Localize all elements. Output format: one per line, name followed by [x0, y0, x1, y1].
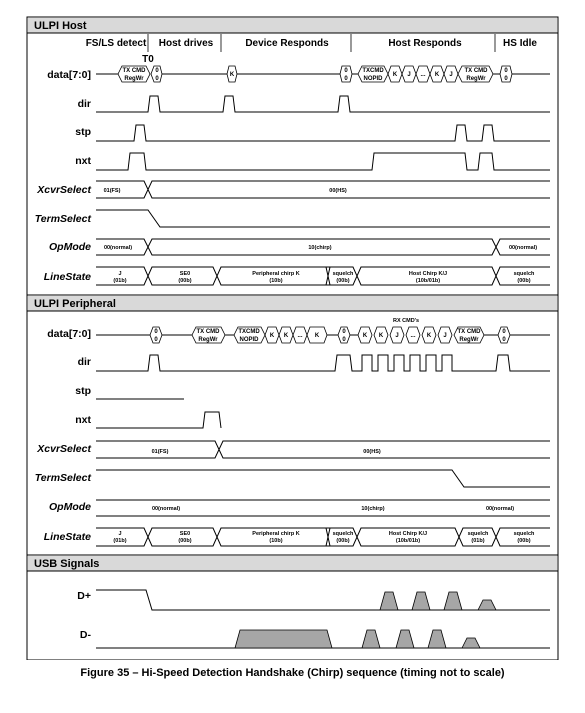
periph-ls-squelch-2-code: (01b)	[471, 538, 485, 544]
host-token-00-e: 0	[504, 68, 508, 74]
host-opmode-chirp: 10(chirp)	[308, 245, 332, 251]
host-token-j-2: J	[449, 72, 453, 78]
host-token-00-d: 0	[344, 76, 348, 82]
host-label-stp: stp	[75, 126, 91, 138]
periph-ls-j: J	[118, 531, 122, 537]
periph-label-xcvr: XcvrSelect	[37, 443, 91, 455]
usb-chirp-pulses	[235, 592, 496, 648]
periph-token-txcmd-3: TX CMD	[457, 329, 481, 335]
host-ls-squelch-2: squelch	[513, 271, 535, 277]
section-bar-usb	[28, 556, 557, 571]
periph-token-nopid: NOPID	[239, 337, 259, 343]
host-token-00-a: 0	[155, 68, 159, 74]
periph-ls-squelch-2: squelch	[467, 531, 489, 537]
host-token-00-f: 0	[504, 76, 508, 82]
host-ls-squelch-1-code: (00b)	[336, 278, 350, 284]
periph-token-00-b: 0	[154, 337, 158, 343]
host-xcvr-fs: 01(FS)	[103, 188, 121, 194]
host-ls-pchirp: Peripheral chirp K	[252, 271, 300, 277]
periph-rx-cmds-label: RX CMD's	[392, 318, 420, 324]
host-label-linestate: LineState	[43, 271, 91, 283]
periph-ls-j-code: (01b)	[113, 538, 127, 544]
host-token-nopid: NOPID	[363, 76, 383, 82]
host-ls-se0: SE0	[179, 271, 191, 277]
host-label-xcvr: XcvrSelect	[37, 184, 91, 196]
periph-ls-hchirp-code: (10b/01b)	[395, 538, 421, 544]
host-token-ellipsis: ...	[420, 72, 426, 78]
periph-ls-squelch-1: squelch	[332, 531, 354, 537]
phase-device-responds: Device Responds	[245, 38, 329, 49]
host-token-k-2: K	[392, 72, 398, 78]
host-ls-j-code: (01b)	[113, 278, 127, 284]
phase-fsls-detect: FS/LS detect	[85, 38, 147, 49]
periph-token-k-1: K	[269, 333, 275, 339]
periph-token-k-3: K	[314, 333, 320, 339]
host-ls-hchirp: Host Chirp K/J	[408, 271, 448, 277]
host-label-term: TermSelect	[34, 213, 91, 225]
host-opmode-normal-1: 00(normal)	[103, 245, 133, 251]
periph-label-data: data[7:0]	[47, 328, 91, 340]
phase-host-responds: Host Responds	[388, 38, 462, 49]
periph-token-k-4: K	[362, 333, 368, 339]
periph-label-dir: dir	[77, 356, 91, 368]
periph-ls-squelch-3: squelch	[513, 531, 535, 537]
periph-token-k-5: K	[378, 333, 384, 339]
periph-ls-pchirp: Peripheral chirp K	[252, 531, 300, 537]
section-bar-host	[28, 18, 557, 33]
host-token-j-1: J	[407, 72, 411, 78]
periph-token-ellipsis-2: ...	[410, 333, 416, 339]
periph-ls-hchirp: Host Chirp K/J	[388, 531, 428, 537]
host-ls-se0-code: (00b)	[178, 278, 192, 284]
periph-token-00-d: 0	[342, 337, 346, 343]
host-label-dir: dir	[77, 98, 91, 110]
host-token-k-3: K	[434, 72, 440, 78]
host-token-txcmd-1: TX CMD	[122, 68, 146, 74]
periph-token-txcmd-1: TX CMD	[196, 329, 220, 335]
host-label-nxt: nxt	[75, 155, 91, 167]
host-ls-squelch-1: squelch	[332, 271, 354, 277]
host-token-00-b: 0	[155, 76, 159, 82]
t0-marker: T0	[142, 54, 154, 65]
host-ls-j: J	[118, 271, 122, 277]
periph-xcvr-fs: 01(FS)	[151, 449, 169, 455]
periph-token-j-2: J	[443, 333, 447, 339]
periph-opmode-normal-2: 00(normal)	[485, 506, 515, 512]
periph-token-regwr-2: RegWr	[459, 337, 479, 343]
periph-label-term: TermSelect	[34, 472, 91, 484]
periph-token-k-6: K	[426, 333, 432, 339]
periph-ls-squelch-1-code: (00b)	[336, 538, 350, 544]
section-title-peripheral: ULPI Peripheral	[34, 298, 116, 310]
periph-ls-se0: SE0	[179, 531, 191, 537]
periph-ls-pchirp-code: (10b)	[269, 538, 283, 544]
periph-waveforms	[96, 335, 550, 546]
periph-token-00-c: 0	[342, 329, 346, 335]
periph-ls-se0-code: (00b)	[178, 538, 192, 544]
host-xcvr-hs: 00(HS)	[329, 188, 347, 194]
host-token-regwr-1: RegWr	[124, 76, 144, 82]
host-ls-squelch-2-code: (00b)	[517, 278, 531, 284]
host-token-k-1: K	[229, 72, 235, 78]
host-label-opmode: OpMode	[49, 241, 91, 253]
host-token-txcmd-3: TX CMD	[464, 68, 488, 74]
periph-xcvr-hs: 00(HS)	[363, 449, 381, 455]
host-token-regwr-2: RegWr	[466, 76, 486, 82]
periph-label-stp: stp	[75, 385, 91, 397]
usb-label-dplus: D+	[77, 590, 91, 602]
periph-token-00-f: 0	[502, 337, 506, 343]
host-ls-pchirp-code: (10b)	[269, 278, 283, 284]
periph-token-regwr-1: RegWr	[198, 337, 218, 343]
periph-token-00-a: 0	[154, 329, 158, 335]
phase-hs-idle: HS Idle	[503, 38, 537, 49]
periph-label-opmode: OpMode	[49, 501, 91, 513]
periph-token-k-2: K	[283, 333, 289, 339]
host-opmode-normal-2: 00(normal)	[508, 245, 538, 251]
periph-token-ellipsis-1: ...	[297, 333, 303, 339]
section-title-usb: USB Signals	[34, 558, 100, 570]
usb-label-dminus: D-	[79, 629, 91, 641]
periph-opmode-normal-1: 00(normal)	[151, 506, 181, 512]
periph-ls-squelch-3-code: (00b)	[517, 538, 531, 544]
host-label-data: data[7:0]	[47, 69, 91, 81]
figure-caption: Figure 35 – Hi-Speed Detection Handshake (Chirp) sequence (timing not to scale)	[80, 667, 505, 679]
host-ls-hchirp-code: (10b/01b)	[415, 278, 441, 284]
periph-label-linestate: LineState	[43, 531, 91, 543]
section-title-host: ULPI Host	[34, 20, 87, 32]
host-token-00-c: 0	[344, 68, 348, 74]
periph-label-nxt: nxt	[75, 414, 91, 426]
host-waveforms	[96, 74, 550, 285]
host-token-txcmd-2: TXCMD	[362, 68, 384, 74]
periph-token-txcmd-2: TXCMD	[238, 329, 260, 335]
phase-host-drives: Host drives	[158, 38, 214, 49]
periph-opmode-chirp: 10(chirp)	[361, 506, 385, 512]
periph-token-j-1: J	[395, 333, 399, 339]
periph-token-00-e: 0	[502, 329, 506, 335]
